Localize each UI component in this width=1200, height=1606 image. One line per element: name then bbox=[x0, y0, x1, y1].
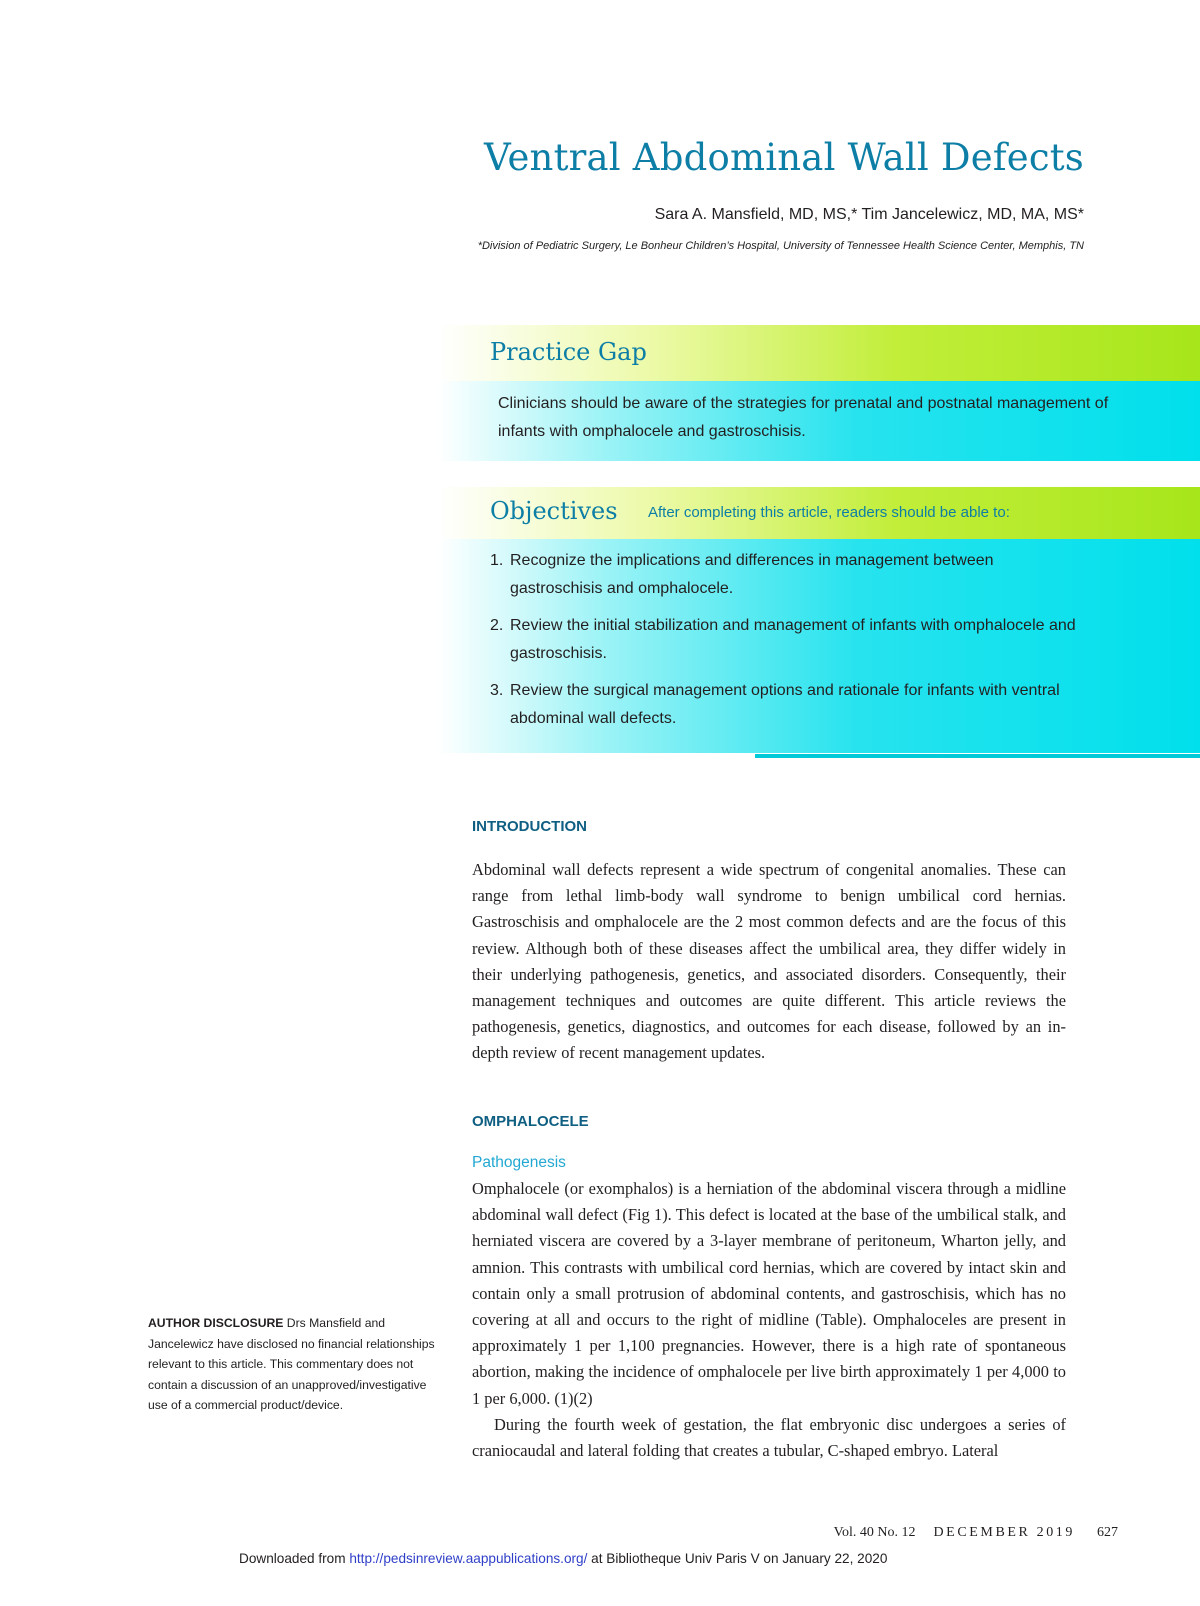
introduction-paragraph: Abdominal wall defects represent a wide spectrum of congenital anomalies. These can range from lethal limb-body wall syndrome to benign umbilical cord hernias. Gastroschisis and omphalocele are the 2 most common defects and are the focus of this review. Although both of these diseases affect the umbilical area, they differ widely in their underlying pathogenesis, genetics, and associated disorders. Consequently, their management techniques and outcomes are quite different. This article reviews the pathogenesis, genetics, diagnostics, and outcomes for each disease, followed by an in-depth review of recent management updates. bbox=[472, 860, 1066, 1063]
omphalocele-heading: OMPHALOCELE bbox=[472, 1113, 589, 1130]
omphalocele-body bbox=[472, 1176, 1066, 1464]
objective-number: 1. bbox=[490, 552, 504, 569]
objective-text: Review the initial stabilization and management of infants with omphalocele and gastroschisis. bbox=[510, 617, 1076, 662]
objective-text: Review the surgical management options and rationale for infants with ventral abdominal wall defects. bbox=[510, 682, 1060, 727]
objective-item bbox=[490, 677, 1090, 733]
disclosure-text: Drs Mansfield and Jancelewicz have disclosed no financial relationships relevant to this article. This commentary does not contain a discussion of an unapproved/investigative use of a commercial product/device. bbox=[148, 1316, 435, 1413]
issue-footer bbox=[834, 1525, 1118, 1541]
objectives-bottom-rule bbox=[755, 754, 1200, 758]
article-title: Ventral Abdominal Wall Defects bbox=[483, 136, 1084, 179]
introduction-heading: INTRODUCTION bbox=[472, 818, 587, 835]
download-link[interactable]: http://pedsinreview.aappublications.org/ bbox=[349, 1551, 588, 1566]
author-list: Sara A. Mansfield, MD, MS,* Tim Jancelewicz, MD, MA, MS* bbox=[654, 206, 1084, 223]
page-number: 627 bbox=[1097, 1525, 1118, 1540]
objective-item bbox=[490, 547, 1090, 603]
objectives-subheading: After completing this article, readers should be able to: bbox=[648, 504, 1010, 521]
practice-gap-heading: Practice Gap bbox=[490, 338, 647, 366]
download-notice bbox=[239, 1551, 887, 1566]
objectives-heading: Objectives bbox=[490, 497, 618, 525]
practice-gap-text: Clinicians should be aware of the strategies for prenatal and postnatal management of infants with omphalocele and gastroschisis. bbox=[498, 395, 1109, 440]
objective-text: Recognize the implications and differences in management between gastroschisis and omphalocele. bbox=[510, 552, 994, 597]
disclosure-lead: AUTHOR DISCLOSURE bbox=[148, 1316, 284, 1330]
author-affiliation: *Division of Pediatric Surgery, Le Bonheur Children’s Hospital, University of Tennessee Health Science Center, Memphis, TN bbox=[477, 240, 1084, 252]
omphalocele-paragraph: During the fourth week of gestation, the flat embryonic disc undergoes a series of craniocaudal and lateral folding that creates a tubular, C-shaped embryo. Lateral bbox=[472, 1414, 1066, 1461]
introduction-body bbox=[472, 857, 1066, 1067]
objective-item bbox=[490, 612, 1090, 668]
author-disclosure bbox=[148, 1313, 444, 1416]
objective-number: 3. bbox=[490, 682, 504, 699]
objectives-box bbox=[438, 487, 1200, 753]
objectives-list bbox=[490, 547, 1090, 742]
download-suffix: at Bibliotheque Univ Paris V on January 22, 2020 bbox=[587, 1551, 888, 1566]
objective-number: 2. bbox=[490, 617, 504, 634]
pathogenesis-subheading: Pathogenesis bbox=[472, 1154, 566, 1171]
download-prefix: Downloaded from bbox=[239, 1551, 350, 1566]
volume-number: Vol. 40 No. 12 bbox=[833, 1525, 916, 1540]
omphalocele-paragraph: Omphalocele (or exomphalos) is a herniation of the abdominal viscera through a midline abdominal wall defect (Fig 1). This defect is located at the base of the umbilical stalk, and herniated viscera are covered by a 3-layer membrane of peritoneum, Wharton jelly, and amnion. This contrasts with umbilical cord hernias, which are covered by intact skin and contain only a small protrusion of abdominal contents, and gastroschisis, which has no covering at all and occurs to the right of midline (Table). Omphaloceles are present in approximately 1 per 1,100 pregnancies. However, there is a high rate of spontaneous abortion, making the incidence of omphalocele per live birth approximately 1 per 4,000 to 1 per 6,000. (1)(2) bbox=[472, 1179, 1066, 1408]
issue-date: DECEMBER 2019 bbox=[933, 1525, 1075, 1540]
practice-gap-box bbox=[438, 325, 1200, 461]
